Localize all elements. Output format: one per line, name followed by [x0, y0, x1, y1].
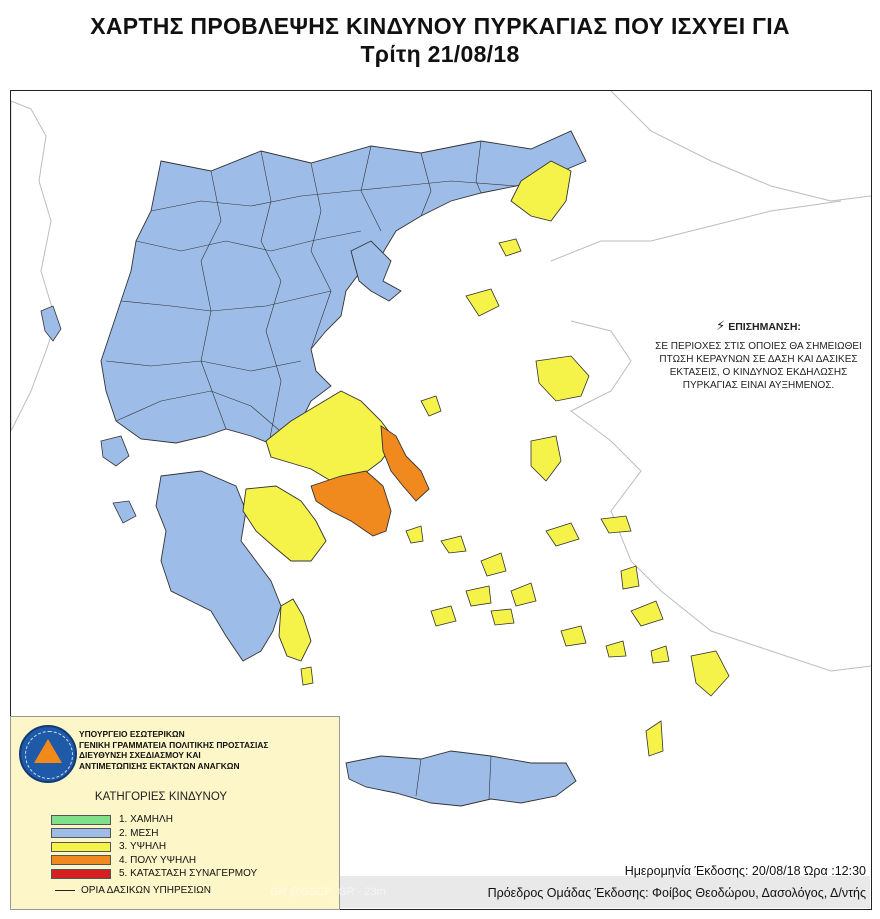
attica-very-high-region	[311, 471, 391, 536]
category-label: 2. ΜΕΣΗ	[119, 827, 159, 839]
border-line-swatch	[55, 890, 75, 891]
org-line: ΑΝΤΙΜΕΤΩΠΙΣΗΣ ΕΚΤΑΚΤΩΝ ΑΝΑΓΚΩΝ	[79, 760, 240, 771]
category-label: 5. ΚΑΤΑΣΤΑΣΗ ΣΥΝΑΓΕΡΜΟΥ	[119, 868, 258, 880]
category-label: 3. ΥΨΗΛΗ	[119, 841, 167, 853]
title-date: Τρίτη 21/08/18	[360, 41, 520, 67]
notice-title: ΕΠΙΣΗΜΑΝΣΗ:	[728, 321, 801, 333]
organization-text	[79, 729, 334, 771]
legend-panel	[10, 716, 340, 910]
swatch-alarm	[51, 869, 111, 879]
org-line: ΥΠΟΥΡΓΕΙΟ ΕΣΩΤΕΡΙΚΩΝ	[79, 729, 185, 739]
laconia-high-region	[279, 599, 311, 661]
legend-border-row	[51, 883, 257, 899]
swatch-low	[51, 815, 111, 825]
evia-very-high-region	[381, 426, 429, 501]
title-line-1: ΧΑΡΤΗΣ ΠΡΟΒΛΕΨΗΣ ΚΙΝΔΥΝΟΥ ΠΥΡΚΑΓΙΑΣ ΠΟΥ ΙΣΧΥΕΙ ΓΙΑ	[90, 13, 790, 39]
zakynthos	[113, 501, 136, 523]
civil-protection-logo	[19, 725, 77, 783]
org-line: ΓΕΝΙΚΗ ΓΡΑΜΜΑΤΕΙΑ ΠΟΛΙΤΙΚΗΣ ΠΡΟΣΤΑΣΙΑΣ	[79, 739, 269, 750]
categories-title: ΚΑΤΗΓΟΡΙΕΣ ΚΙΝΔΥΝΟΥ	[94, 791, 228, 803]
category-alarm	[51, 867, 257, 881]
category-medium	[51, 827, 257, 841]
lightning-notice	[641, 319, 872, 392]
corinthia-high-region	[243, 486, 326, 561]
crete-medium-region	[346, 751, 576, 806]
kefalonia	[101, 436, 129, 466]
corfu	[41, 306, 61, 341]
swatch-high	[51, 842, 111, 852]
chalkidiki	[351, 241, 401, 301]
category-very-high	[51, 854, 257, 868]
issue-chair: Πρόεδρος Ομάδας Έκδοσης: Φοίβος Θεοδώρου, Δασολόγος, Δ/ντής	[487, 886, 866, 900]
category-label: 1. ΧΑΜΗΛΗ	[119, 814, 173, 826]
org-line: ΔΙΕΥΘΥΝΣΗ ΣΧΕΔΙΑΣΜΟΥ ΚΑΙ	[79, 750, 201, 761]
issue-date: Ημερομηνία Έκδοσης: 20/08/18 Ώρα :12:30	[624, 864, 866, 878]
notice-body: ΣΕ ΠΕΡΙΟΧΕΣ ΣΤΙΣ ΟΠΟΙΕΣ ΘΑ ΣΗΜΕΙΩΘΕΙ ΠΤΩΣΗ ΚΕΡΑΥΝΩΝ ΣΕ ΔΑΣΗ ΚΑΙ ΔΑΣΙΚΕΣ ΕΚΤΑΣΕΙΣ, Ο ΚΙΝΔΥΝΟΣ ΕΚΔΗΛΩΣΗΣ ΠΥΡΚΑΓΙΑΣ ΕΙΝΑΙ ΑΥΞΗΜΕΝΟΣ.	[655, 341, 862, 391]
lightning-icon: ⚡	[716, 318, 726, 333]
watermark: GR @GSCP_GR · 23m	[270, 886, 386, 898]
map-title	[0, 12, 880, 68]
border-label: ΟΡΙΑ ΔΑΣΙΚΩΝ ΥΠΗΡΕΣΙΩΝ	[81, 885, 211, 896]
category-low	[51, 813, 257, 827]
category-label: 4. ΠΟΛΥ ΥΨΗΛΗ	[119, 854, 197, 866]
swatch-medium	[51, 828, 111, 838]
swatch-very-high	[51, 855, 111, 865]
category-list	[51, 813, 257, 899]
italy-outline	[11, 101, 56, 431]
issue-info	[488, 860, 866, 904]
category-high	[51, 840, 257, 854]
